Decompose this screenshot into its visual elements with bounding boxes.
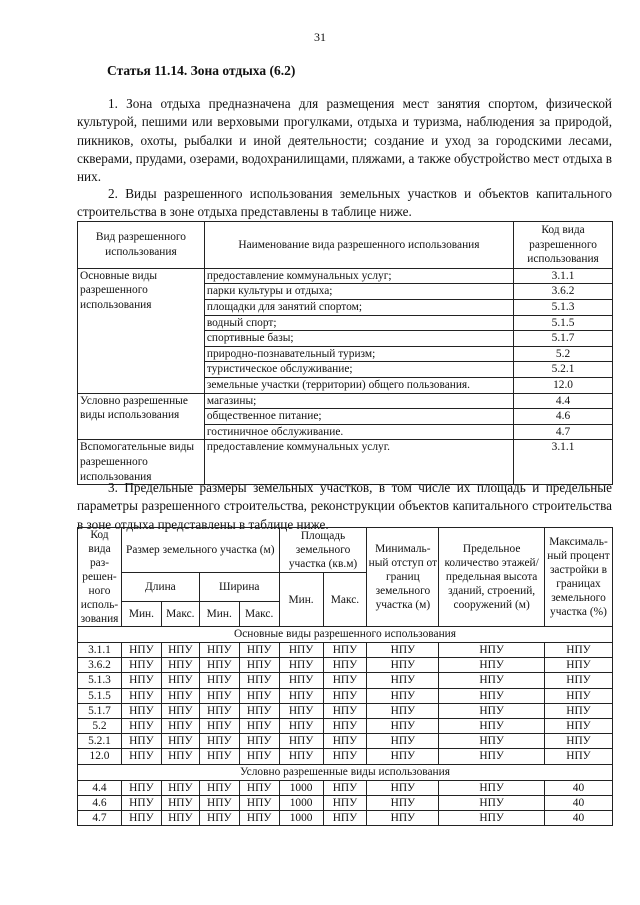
value-cell: НПУ bbox=[544, 734, 612, 749]
value-cell: НПУ bbox=[323, 688, 367, 703]
use-code-cell: 4.7 bbox=[514, 424, 613, 440]
value-cell: НПУ bbox=[279, 718, 323, 733]
value-cell: НПУ bbox=[199, 703, 239, 718]
value-cell: НПУ bbox=[161, 673, 199, 688]
value-cell: НПУ bbox=[161, 658, 199, 673]
value-cell: НПУ bbox=[161, 810, 199, 825]
value-cell: НПУ bbox=[323, 703, 367, 718]
table-header-row bbox=[78, 222, 613, 269]
table-row bbox=[78, 440, 613, 485]
code-cell: 4.6 bbox=[78, 795, 122, 810]
value-cell: НПУ bbox=[279, 749, 323, 764]
value-cell: НПУ bbox=[239, 673, 279, 688]
value-cell: НПУ bbox=[199, 780, 239, 795]
limit-parameters-body bbox=[78, 627, 613, 826]
use-code-cell: 5.2.1 bbox=[514, 362, 613, 378]
value-cell: НПУ bbox=[544, 673, 612, 688]
use-name-cell: предоставление коммунальных услуг; bbox=[204, 268, 513, 284]
value-cell: НПУ bbox=[323, 673, 367, 688]
table-header-row bbox=[78, 528, 613, 573]
use-name-cell: спортивные базы; bbox=[204, 331, 513, 347]
code-cell: 5.1.7 bbox=[78, 703, 122, 718]
value-cell: НПУ bbox=[279, 643, 323, 658]
value-cell: НПУ bbox=[439, 658, 545, 673]
value-cell: НПУ bbox=[279, 673, 323, 688]
value-cell: НПУ bbox=[199, 734, 239, 749]
value-cell: НПУ bbox=[199, 749, 239, 764]
value-cell: НПУ bbox=[323, 810, 367, 825]
header-width: Ширина bbox=[199, 573, 279, 602]
value-cell: НПУ bbox=[544, 643, 612, 658]
value-cell: НПУ bbox=[439, 810, 545, 825]
value-cell: НПУ bbox=[161, 749, 199, 764]
code-cell: 5.2.1 bbox=[78, 734, 122, 749]
value-cell: НПУ bbox=[323, 658, 367, 673]
header-width-min: Мин. bbox=[199, 602, 239, 627]
value-cell: НПУ bbox=[439, 688, 545, 703]
table-row bbox=[78, 393, 613, 409]
value-cell: НПУ bbox=[544, 688, 612, 703]
code-cell: 5.1.5 bbox=[78, 688, 122, 703]
section-row bbox=[78, 627, 613, 643]
value-cell: НПУ bbox=[239, 688, 279, 703]
use-type-cell: Основные виды разрешенного использования bbox=[78, 268, 205, 393]
table-row bbox=[78, 658, 613, 673]
code-cell: 3.1.1 bbox=[78, 643, 122, 658]
code-cell: 5.1.3 bbox=[78, 673, 122, 688]
value-cell: НПУ bbox=[279, 658, 323, 673]
header-area-min: Мин. bbox=[279, 573, 323, 627]
value-cell: НПУ bbox=[121, 703, 161, 718]
value-cell: НПУ bbox=[161, 734, 199, 749]
use-name-cell: магазины; bbox=[204, 393, 513, 409]
value-cell: НПУ bbox=[121, 795, 161, 810]
use-code-cell: 5.1.3 bbox=[514, 299, 613, 315]
value-cell: НПУ bbox=[439, 703, 545, 718]
use-code-cell: 12.0 bbox=[514, 377, 613, 393]
table-row bbox=[78, 749, 613, 764]
value-cell: НПУ bbox=[323, 795, 367, 810]
value-cell: НПУ bbox=[323, 643, 367, 658]
value-cell: НПУ bbox=[544, 703, 612, 718]
use-name-cell: парки культуры и отдыха; bbox=[204, 284, 513, 300]
value-cell: НПУ bbox=[367, 780, 439, 795]
value-cell: НПУ bbox=[121, 749, 161, 764]
use-name-cell: природно-познавательный туризм; bbox=[204, 346, 513, 362]
value-cell: НПУ bbox=[239, 734, 279, 749]
value-cell: НПУ bbox=[367, 643, 439, 658]
use-name-cell: земельные участки (территории) общего пользования. bbox=[204, 377, 513, 393]
table-row bbox=[78, 643, 613, 658]
value-cell: НПУ bbox=[199, 643, 239, 658]
value-cell: НПУ bbox=[367, 658, 439, 673]
value-cell: НПУ bbox=[544, 749, 612, 764]
value-cell: 1000 bbox=[279, 810, 323, 825]
value-cell: НПУ bbox=[239, 718, 279, 733]
value-cell: НПУ bbox=[121, 734, 161, 749]
table-row bbox=[78, 734, 613, 749]
value-cell: НПУ bbox=[199, 673, 239, 688]
header-setback: Минималь-ный отступ от границ земельного участка (м) bbox=[367, 528, 439, 627]
value-cell: НПУ bbox=[279, 703, 323, 718]
permitted-uses-body bbox=[78, 268, 613, 484]
section-title: Основные виды разрешенного использования bbox=[78, 627, 613, 643]
table-row bbox=[78, 688, 613, 703]
value-cell: 40 bbox=[544, 810, 612, 825]
use-type-cell: Вспомогательные виды разрешенного использования bbox=[78, 440, 205, 485]
use-code-cell: 5.2 bbox=[514, 346, 613, 362]
table-row bbox=[78, 703, 613, 718]
section-title: Условно разрешенные виды использования bbox=[78, 764, 613, 780]
table-row bbox=[78, 795, 613, 810]
value-cell: НПУ bbox=[367, 703, 439, 718]
header-use-type: Вид разрешенного использования bbox=[78, 222, 205, 269]
table-row bbox=[78, 673, 613, 688]
value-cell: НПУ bbox=[544, 718, 612, 733]
page-number: 31 bbox=[314, 30, 326, 44]
value-cell: НПУ bbox=[439, 643, 545, 658]
value-cell: НПУ bbox=[367, 718, 439, 733]
table-row bbox=[78, 268, 613, 284]
value-cell: НПУ bbox=[239, 749, 279, 764]
table-row bbox=[78, 780, 613, 795]
header-length-max: Макс. bbox=[161, 602, 199, 627]
use-code-cell: 5.1.5 bbox=[514, 315, 613, 331]
value-cell: НПУ bbox=[367, 749, 439, 764]
value-cell: НПУ bbox=[199, 810, 239, 825]
header-length: Длина bbox=[121, 573, 199, 602]
value-cell: НПУ bbox=[239, 780, 279, 795]
value-cell: НПУ bbox=[199, 688, 239, 703]
use-code-cell: 3.6.2 bbox=[514, 284, 613, 300]
value-cell: НПУ bbox=[323, 749, 367, 764]
section-row bbox=[78, 764, 613, 780]
value-cell: 40 bbox=[544, 795, 612, 810]
use-code-cell: 3.1.1 bbox=[514, 440, 613, 485]
value-cell: НПУ bbox=[199, 718, 239, 733]
permitted-uses-table bbox=[77, 221, 613, 485]
value-cell: 1000 bbox=[279, 780, 323, 795]
value-cell: НПУ bbox=[239, 658, 279, 673]
code-cell: 3.6.2 bbox=[78, 658, 122, 673]
header-coverage: Максималь-ный процент застройки в границах земельного участка (%) bbox=[544, 528, 612, 627]
value-cell: НПУ bbox=[161, 718, 199, 733]
use-code-cell: 5.1.7 bbox=[514, 331, 613, 347]
value-cell: 1000 bbox=[279, 795, 323, 810]
header-use-code: Код вида разрешенного использования bbox=[514, 222, 613, 269]
value-cell: НПУ bbox=[279, 734, 323, 749]
value-cell: НПУ bbox=[439, 780, 545, 795]
header-use-name: Наименование вида разрешенного использования bbox=[204, 222, 513, 269]
value-cell: НПУ bbox=[544, 658, 612, 673]
header-area-max: Макс. bbox=[323, 573, 367, 627]
header-width-max: Макс. bbox=[239, 602, 279, 627]
value-cell: НПУ bbox=[367, 810, 439, 825]
paragraph-permitted-uses: 2. Виды разрешенного использования земельных участков и объектов капитального строительства в зоне отдыха представлены в таблице ниже. bbox=[77, 186, 612, 220]
value-cell: 40 bbox=[544, 780, 612, 795]
value-cell: НПУ bbox=[121, 688, 161, 703]
use-name-cell: общественное питание; bbox=[204, 409, 513, 425]
value-cell: НПУ bbox=[239, 703, 279, 718]
value-cell: НПУ bbox=[121, 718, 161, 733]
value-cell: НПУ bbox=[439, 673, 545, 688]
value-cell: НПУ bbox=[199, 658, 239, 673]
use-type-cell: Условно разрешенные виды использования bbox=[78, 393, 205, 440]
paragraph-purpose: 1. Зона отдыха предназначена для размещения мест занятия спортом, физической культурой, пешими или верховыми прогулками, отдыха и туризма, наблюдения за природой, пикников, охоты, рыбалки и иной деятельности; создание и уход за городскими лесами, скверами, прудами, озерами, водохранилищами, пляжами, а также обустройство мест отдыха в них. bbox=[77, 96, 612, 185]
value-cell: НПУ bbox=[367, 795, 439, 810]
value-cell: НПУ bbox=[323, 718, 367, 733]
code-cell: 5.2 bbox=[78, 718, 122, 733]
use-name-cell: туристическое обслуживание; bbox=[204, 362, 513, 378]
value-cell: НПУ bbox=[367, 673, 439, 688]
value-cell: НПУ bbox=[367, 688, 439, 703]
table-row bbox=[78, 718, 613, 733]
value-cell: НПУ bbox=[121, 673, 161, 688]
value-cell: НПУ bbox=[121, 658, 161, 673]
value-cell: НПУ bbox=[239, 643, 279, 658]
value-cell: НПУ bbox=[367, 734, 439, 749]
header-plot-size: Размер земельного участка (м) bbox=[121, 528, 279, 573]
value-cell: НПУ bbox=[439, 734, 545, 749]
use-name-cell: гостиничное обслуживание. bbox=[204, 424, 513, 440]
value-cell: НПУ bbox=[279, 688, 323, 703]
header-floors: Предельное количество этажей/ предельная высота зданий, строений, сооружений (м) bbox=[439, 528, 545, 627]
value-cell: НПУ bbox=[439, 749, 545, 764]
use-name-cell: площадки для занятий спортом; bbox=[204, 299, 513, 315]
paragraph-limits: 3. Предельные размеры земельных участков, в том числе их площадь и предельные параметры разрешенного строительства, реконструкции объектов капитального строительства в зоне отдыха представлены в таблице ниже. bbox=[77, 480, 612, 532]
value-cell: НПУ bbox=[161, 643, 199, 658]
limit-parameters-table bbox=[77, 527, 613, 826]
value-cell: НПУ bbox=[121, 643, 161, 658]
value-cell: НПУ bbox=[323, 780, 367, 795]
value-cell: НПУ bbox=[439, 795, 545, 810]
use-name-cell: предоставление коммунальных услуг. bbox=[204, 440, 513, 485]
code-cell: 4.7 bbox=[78, 810, 122, 825]
value-cell: НПУ bbox=[161, 795, 199, 810]
value-cell: НПУ bbox=[239, 810, 279, 825]
use-code-cell: 4.4 bbox=[514, 393, 613, 409]
article-title: Статья 11.14. Зона отдыха (6.2) bbox=[107, 63, 296, 78]
use-code-cell: 3.1.1 bbox=[514, 268, 613, 284]
code-cell: 4.4 bbox=[78, 780, 122, 795]
value-cell: НПУ bbox=[323, 734, 367, 749]
value-cell: НПУ bbox=[199, 795, 239, 810]
header-code: Код вида раз-решен-ного исполь-зования bbox=[78, 528, 122, 627]
value-cell: НПУ bbox=[161, 703, 199, 718]
code-cell: 12.0 bbox=[78, 749, 122, 764]
header-length-min: Мин. bbox=[121, 602, 161, 627]
value-cell: НПУ bbox=[161, 780, 199, 795]
header-area: Площадь земельного участка (кв.м) bbox=[279, 528, 367, 573]
value-cell: НПУ bbox=[439, 718, 545, 733]
value-cell: НПУ bbox=[121, 780, 161, 795]
table-row bbox=[78, 810, 613, 825]
value-cell: НПУ bbox=[121, 810, 161, 825]
value-cell: НПУ bbox=[161, 688, 199, 703]
value-cell: НПУ bbox=[239, 795, 279, 810]
use-name-cell: водный спорт; bbox=[204, 315, 513, 331]
use-code-cell: 4.6 bbox=[514, 409, 613, 425]
